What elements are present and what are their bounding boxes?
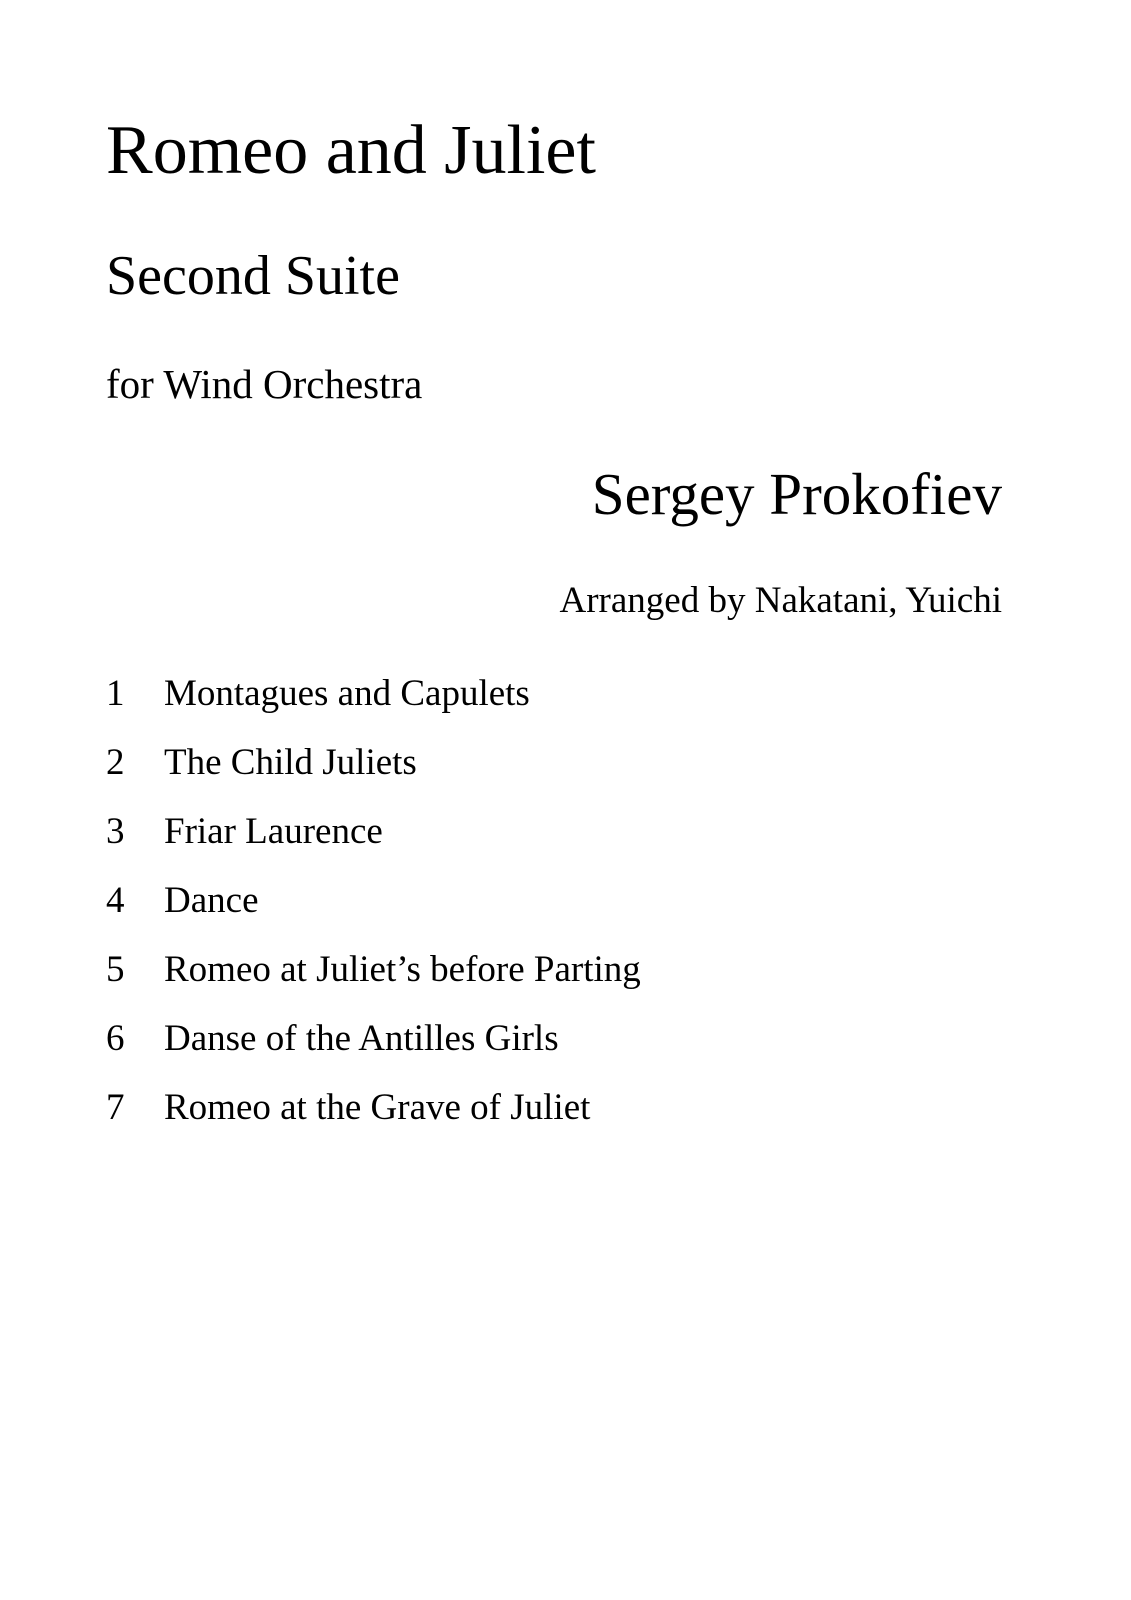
composer-name: Sergey Prokofiev [591,461,1002,527]
arranger-credit: Arranged by Nakatani, Yuichi [559,580,1002,621]
movement-item [106,1015,641,1084]
movement-list [106,670,641,1153]
movement-title: Dance [164,880,259,921]
movement-number: 5 [106,949,125,990]
movement-number: 1 [106,673,125,714]
movement-title: The Child Juliets [164,742,417,783]
movement-number: 6 [106,1018,125,1059]
movement-item [106,1084,641,1153]
movement-item [106,877,641,946]
movement-number: 3 [106,811,125,852]
movement-item [106,670,641,739]
movement-item [106,808,641,877]
movement-title: Romeo at the Grave of Juliet [164,1087,591,1128]
movement-title: Danse of the Antilles Girls [164,1018,559,1059]
movement-item [106,739,641,808]
work-subtitle: Second Suite [106,245,400,307]
movement-number: 7 [106,1087,125,1128]
movement-title: Friar Laurence [164,811,383,852]
movement-item [106,946,641,1015]
work-title: Romeo and Juliet [106,112,596,189]
instrumentation: for Wind Orchestra [106,361,423,407]
movement-title: Romeo at Juliet’s before Parting [164,949,641,990]
movement-number: 2 [106,742,125,783]
movement-title: Montagues and Capulets [164,673,530,714]
movement-number: 4 [106,880,125,921]
